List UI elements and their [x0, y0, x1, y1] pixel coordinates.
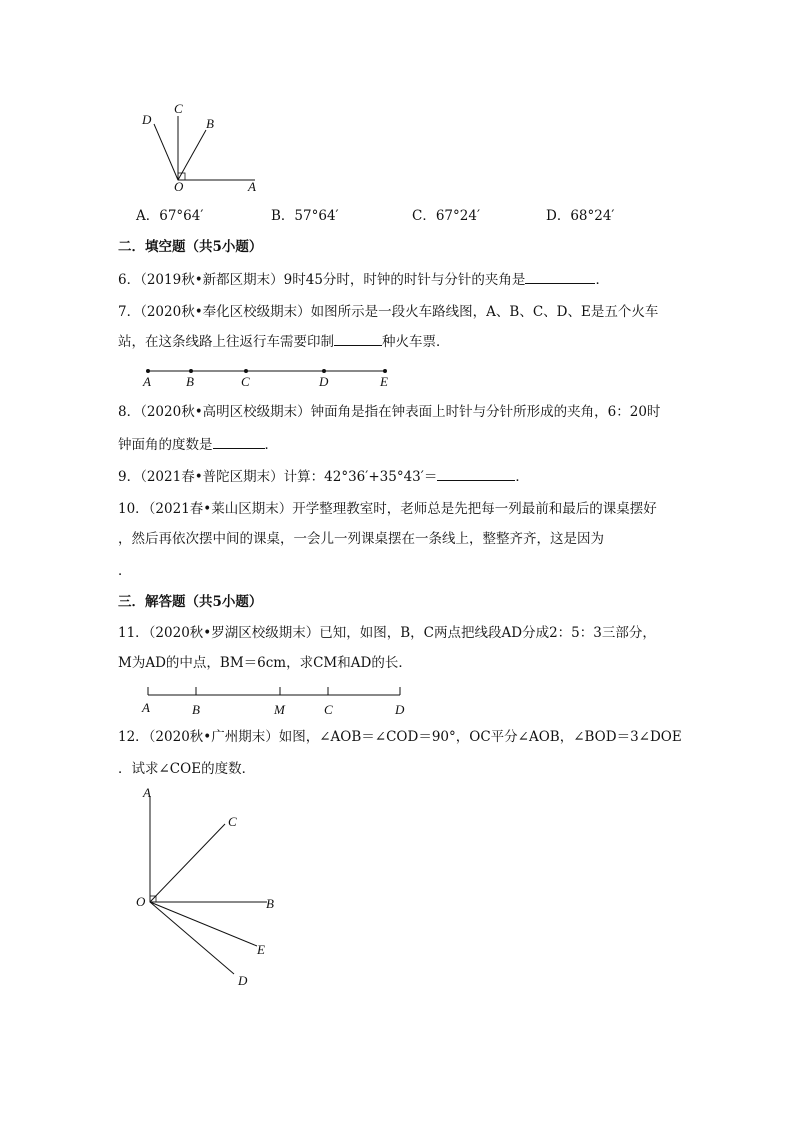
option-a: A．67°64′: [136, 208, 204, 224]
label-D: D: [142, 112, 152, 127]
question-10-line1: 10．（2021春•莱山区期末）开学整理教室时，老师总是先把每一列最前和最后的课桌摆好: [118, 501, 657, 517]
label-A: A: [143, 785, 151, 800]
question-7-line2: 站，在这条线路上往返行车需要印制 种火车票．: [118, 334, 450, 350]
route-label-E: E: [380, 374, 388, 389]
angle-figure-top: [130, 98, 270, 196]
label-E: E: [257, 942, 265, 957]
section3-title: 三．解答题（共5小题）: [118, 594, 263, 610]
train-route-figure: [140, 362, 400, 390]
question-7-line1: 7．（2020秋•奉化区校级期末）如图所示是一段火车路线图，A、B、C、D、E是五个火车: [118, 304, 659, 320]
question-9: 9．（2021春•普陀区期末）计算：42°36′+35°43′＝ ．: [118, 469, 529, 485]
label-O: O: [174, 179, 184, 194]
segment-label-A: A: [142, 700, 150, 715]
question-10-line2: ，然后再依次摆中间的课桌，一会儿一列课桌摆在一条线上，整整齐齐，这是因为: [118, 531, 604, 547]
question-12-line2: ．试求∠COE的度数．: [118, 761, 256, 777]
question-6: 6．（2019秋•新都区期末）9时45分时，时钟的时针与分针的夹角是 ．: [118, 272, 609, 288]
angle-figure-q12: [132, 782, 292, 992]
segment-label-B: B: [192, 702, 200, 717]
question-8-line1: 8．（2020秋•高明区校级期末）钟面角是指在钟表面上时针与分针所形成的夹角，6：20时: [118, 404, 661, 420]
segment-label-M: M: [274, 702, 285, 717]
route-label-C: C: [241, 374, 250, 389]
label-B: B: [206, 116, 214, 131]
question-10-line3: ．: [118, 563, 132, 579]
label-A: A: [248, 179, 256, 194]
route-label-A: A: [143, 374, 151, 389]
label-C: C: [174, 101, 183, 116]
section2-title: 二．填空题（共5小题）: [118, 239, 263, 255]
answer-blank[interactable]: [525, 271, 595, 284]
label-B: B: [266, 896, 274, 911]
segment-label-D: D: [395, 702, 405, 717]
segment-figure: [138, 682, 418, 720]
route-label-B: B: [186, 374, 194, 389]
option-b: B．57°64′: [271, 208, 339, 224]
question-8-line2: 钟面角的度数是 ．: [118, 437, 278, 453]
option-c: C．67°24′: [412, 208, 481, 224]
label-D: D: [238, 973, 248, 988]
answer-blank[interactable]: [437, 468, 515, 481]
route-label-D: D: [319, 374, 329, 389]
option-d: D．68°24′: [546, 208, 615, 224]
question-11-line2: M为AD的中点，BM＝6cm，求CM和AD的长．: [118, 655, 412, 671]
label-O: O: [136, 894, 146, 909]
answer-blank[interactable]: [334, 333, 382, 346]
question-12-line1: 12．（2020秋•广州期末）如图，∠AOB＝∠COD＝90°，OC平分∠AOB，∠BOD＝3∠DOE: [118, 729, 682, 745]
label-C: C: [228, 814, 237, 829]
answer-blank[interactable]: [213, 436, 265, 449]
question-11-line1: 11．（2020秋•罗湖区校级期末）已知，如图，B，C两点把线段AD分成2：5：3三部分，: [118, 625, 656, 641]
segment-label-C: C: [324, 702, 333, 717]
